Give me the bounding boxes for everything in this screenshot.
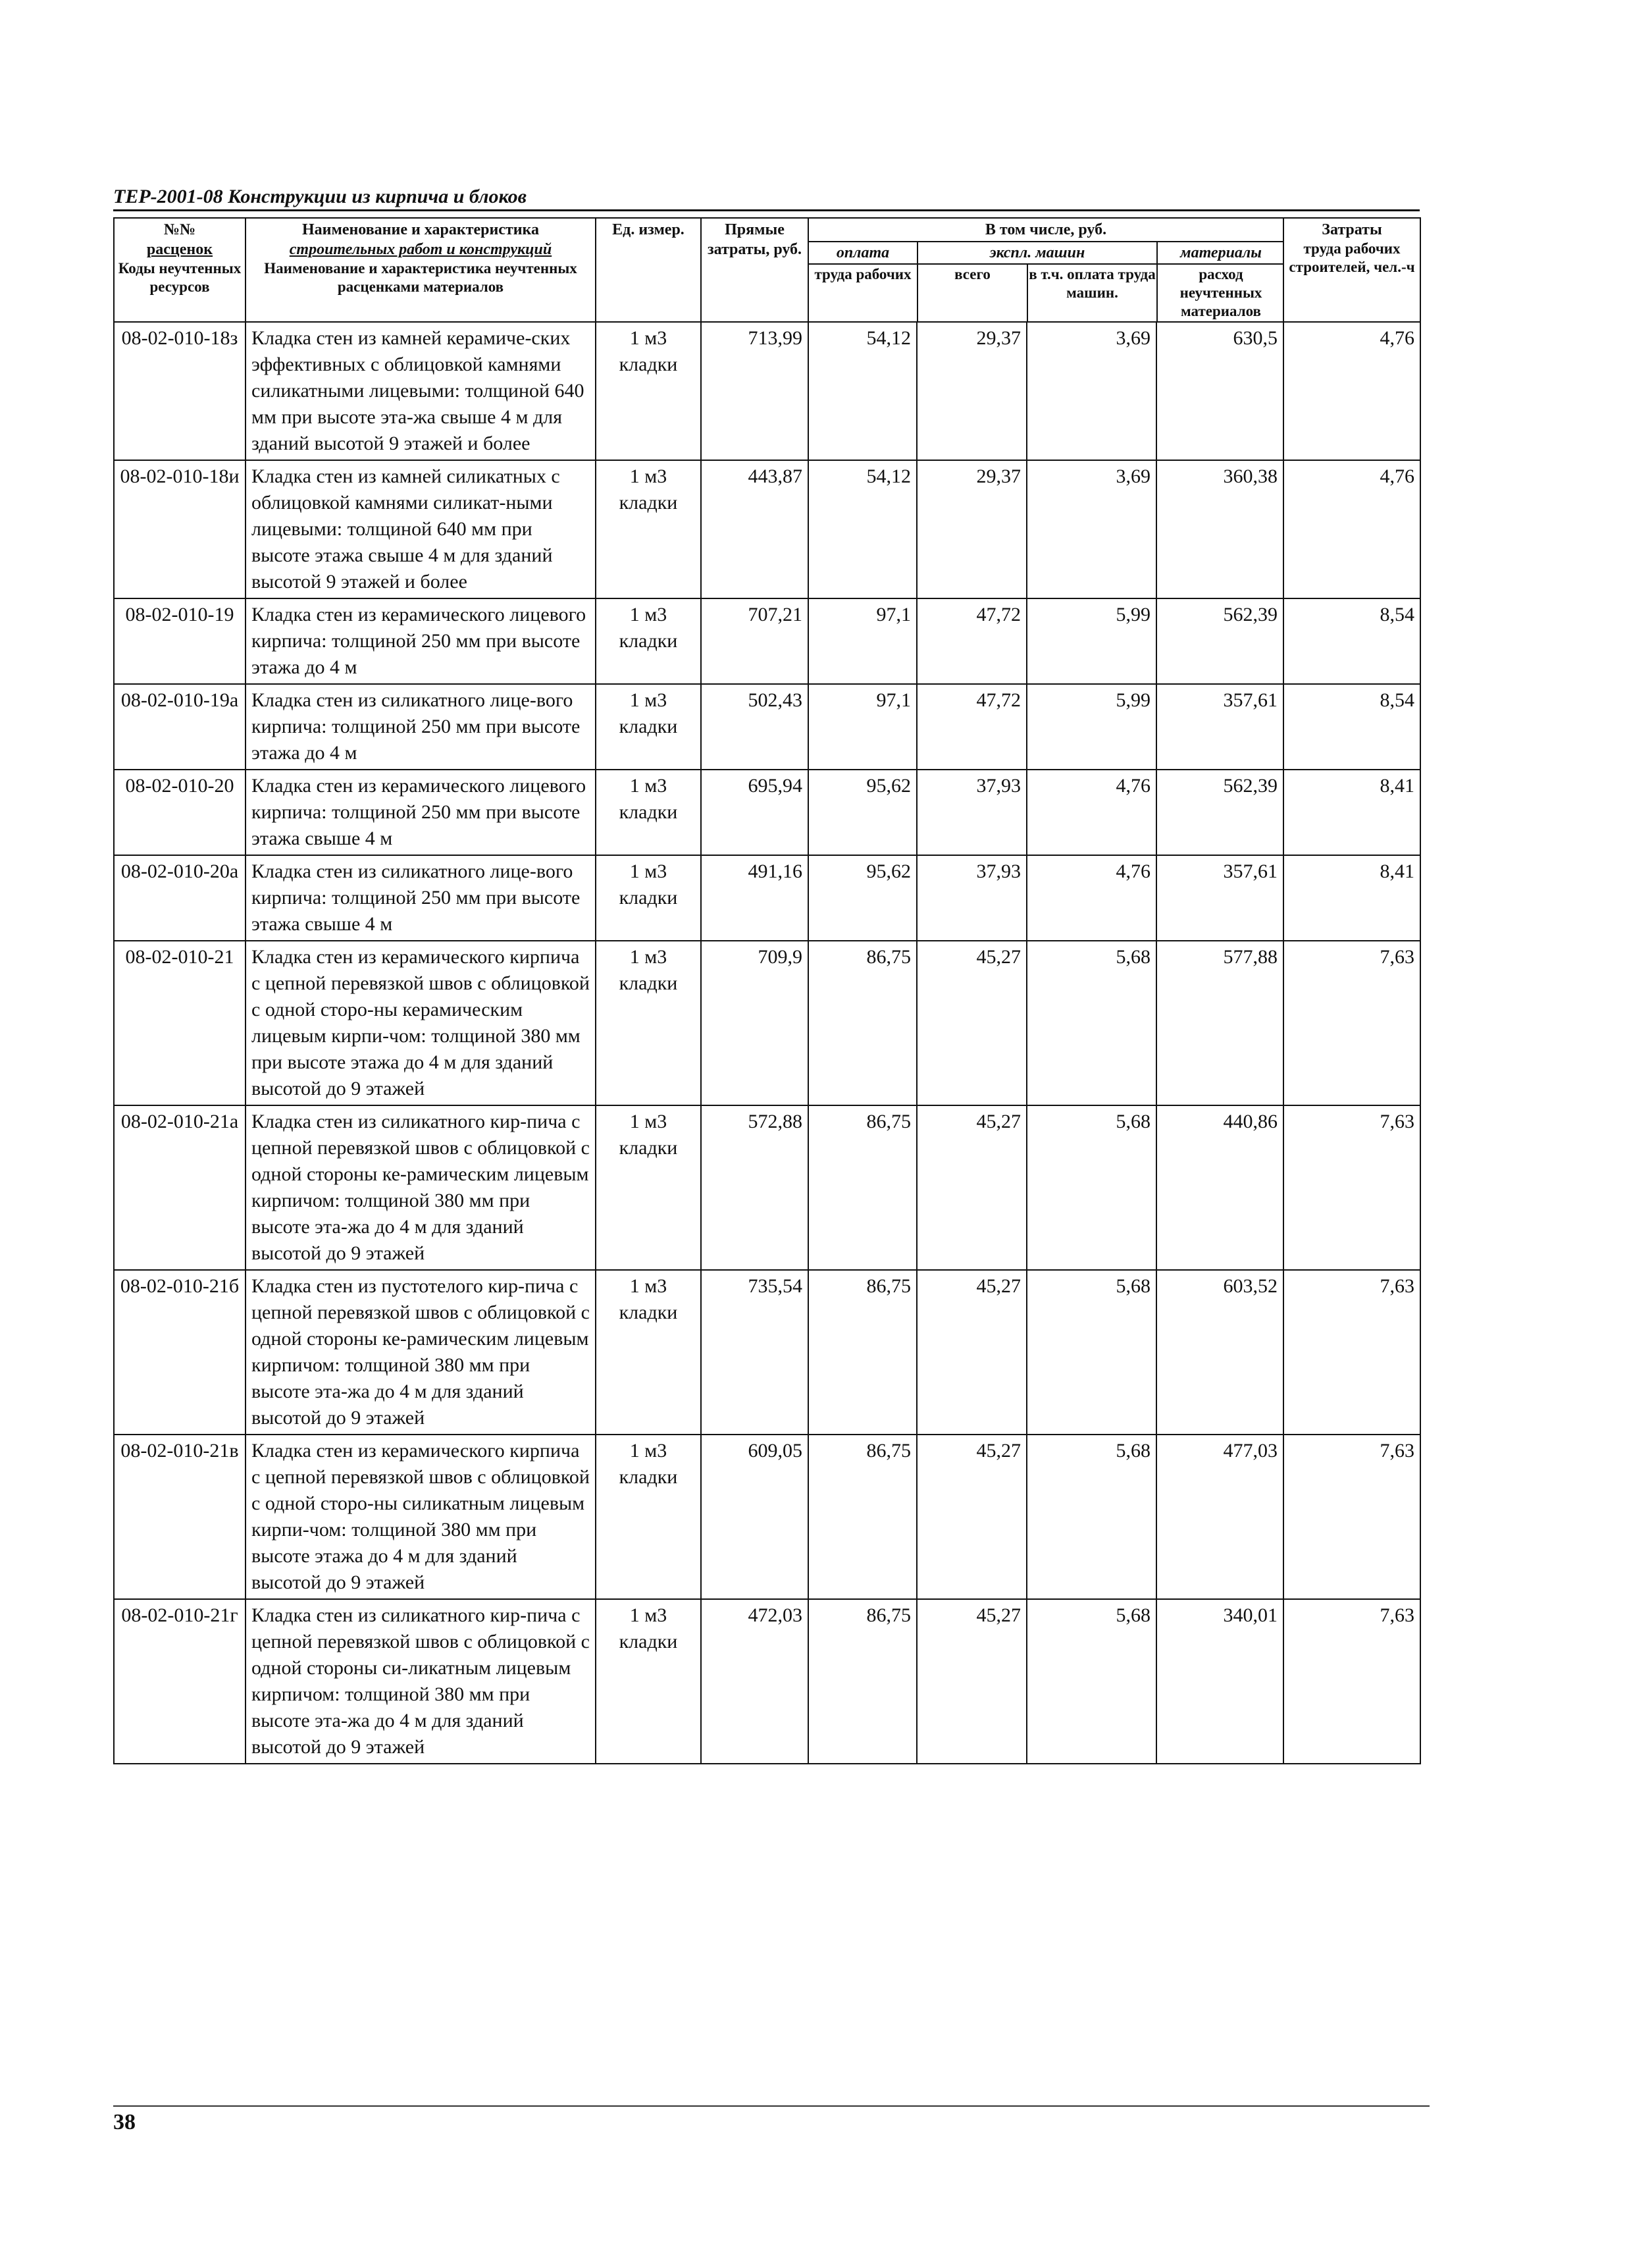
rate-code: 08-02-010-18з [114,322,246,460]
table-row [114,684,1420,770]
col-materials-header: материалы [1157,242,1284,264]
unit: 1 м3 кладки [596,1599,701,1764]
machine-labor-cost: 5,68 [1027,1435,1156,1599]
labor-cost: 86,75 [808,1435,917,1599]
machine-labor-cost: 5,99 [1027,598,1156,684]
col-machines-header: экспл. машин [918,242,1157,264]
machines-cost: 45,27 [917,1435,1027,1599]
table-row [114,941,1420,1105]
page-number: 38 [113,2110,136,2134]
table-row [114,1270,1420,1435]
machines-cost: 45,27 [917,941,1027,1105]
machine-labor-cost: 5,68 [1027,941,1156,1105]
labor-cost: 95,62 [808,770,917,855]
col-labor-hours-header-top: Затраты [1322,221,1382,238]
machine-labor-cost: 5,99 [1027,684,1156,770]
col-name-header-top: Наименование и характеристика [301,221,540,238]
work-description: Кладка стен из керамического кирпича с цепной перевязкой швов с облицовкой с одной сторо-ны керамическим лицевым кирпи-чом: толщиной 380 мм при высоте этажа до 4 м для зданий высотой до 9 этажей [246,941,596,1105]
rate-code: 08-02-010-21 [114,941,246,1105]
col-unit-header: Ед. измер. [596,218,701,322]
labor-hours: 7,63 [1283,1270,1420,1435]
unit: 1 м3 кладки [596,598,701,684]
unit: 1 м3 кладки [596,941,701,1105]
machines-cost: 47,72 [917,598,1027,684]
rate-code: 08-02-010-21в [114,1435,246,1599]
work-description: Кладка стен из силикатного кир-пича с цепной перевязкой швов с облицовкой с одной стороны ке-рамическим лицевым кирпичом: толщиной 380 мм при высоте эта-жа до 4 м для зданий высотой до 9 этажей [246,1105,596,1270]
direct-cost: 472,03 [701,1599,808,1764]
direct-cost: 713,99 [701,322,808,460]
materials-cost: 562,39 [1156,598,1283,684]
direct-cost: 502,43 [701,684,808,770]
table-row [114,770,1420,855]
labor-hours: 7,63 [1283,941,1420,1105]
labor-cost: 86,75 [808,1270,917,1435]
work-description: Кладка стен из силикатного лице-вого кирпича: толщиной 250 мм при высоте этажа свыше 4 м [246,855,596,941]
machines-cost: 45,27 [917,1270,1027,1435]
rates-table [113,217,1421,1764]
rate-code: 08-02-010-18и [114,460,246,598]
machines-cost: 47,72 [917,684,1027,770]
footer-divider [113,2105,1430,2107]
labor-cost: 97,1 [808,684,917,770]
table-row [114,598,1420,684]
col-name-header [246,218,596,322]
labor-hours: 7,63 [1283,1105,1420,1270]
unit: 1 м3 кладки [596,855,701,941]
labor-cost: 54,12 [808,322,917,460]
materials-cost: 477,03 [1156,1435,1283,1599]
col-group-header [808,218,1283,322]
col-code-header-bottom: Коды неучтенных ресурсов [118,260,242,295]
labor-cost: 95,62 [808,855,917,941]
machines-cost: 37,93 [917,770,1027,855]
labor-hours: 8,54 [1283,598,1420,684]
materials-cost: 440,86 [1156,1105,1283,1270]
labor-hours: 8,54 [1283,684,1420,770]
col-labor-hours-header [1283,218,1420,322]
direct-cost: 443,87 [701,460,808,598]
work-description: Кладка стен из керамического лицевого кирпича: толщиной 250 мм при высоте этажа до 4 м [246,598,596,684]
labor-cost: 86,75 [808,941,917,1105]
machines-cost: 29,37 [917,460,1027,598]
work-description: Кладка стен из силикатного лице-вого кирпича: толщиной 250 мм при высоте этажа до 4 м [246,684,596,770]
direct-cost: 707,21 [701,598,808,684]
col-labor-header-bottom: труда рабочих [809,264,918,321]
unit: 1 м3 кладки [596,322,701,460]
labor-hours: 4,76 [1283,460,1420,598]
machine-labor-cost: 4,76 [1027,855,1156,941]
table-row [114,322,1420,460]
col-code-header [114,218,246,322]
machine-labor-cost: 3,69 [1027,322,1156,460]
table-row [114,1105,1420,1270]
work-description: Кладка стен из камней керамиче-ских эффективных с облицовкой камнями силикатными лицевыми: толщиной 640 мм при высоте эта-жа свыше 4 м для зданий высотой 9 этажей и более [246,322,596,460]
table-row [114,1599,1420,1764]
materials-cost: 562,39 [1156,770,1283,855]
machines-cost: 45,27 [917,1599,1027,1764]
col-labor-hours-header-bottom: труда рабочих строителей, чел.-ч [1289,240,1415,275]
materials-cost: 360,38 [1156,460,1283,598]
col-materials-sub-header: расход неучтенных материалов [1179,266,1262,319]
labor-cost: 54,12 [808,460,917,598]
rate-code: 08-02-010-20 [114,770,246,855]
col-group-title: В том числе, руб. [809,219,1283,242]
materials-cost: 357,61 [1156,684,1283,770]
machine-labor-cost: 4,76 [1027,770,1156,855]
machines-cost: 45,27 [917,1105,1027,1270]
rate-code: 08-02-010-19а [114,684,246,770]
unit: 1 м3 кладки [596,1270,701,1435]
table-row [114,1435,1420,1599]
rate-code: 08-02-010-20а [114,855,246,941]
direct-cost: 709,9 [701,941,808,1105]
title-divider [113,209,1420,211]
col-labor-header-top: оплата [809,242,918,264]
unit: 1 м3 кладки [596,1435,701,1599]
direct-cost: 735,54 [701,1270,808,1435]
col-code-header-top: №№ [163,221,196,238]
machine-labor-cost: 3,69 [1027,460,1156,598]
work-description: Кладка стен из силикатного кир-пича с цепной перевязкой швов с облицовкой с одной стороны си-ликатным лицевым кирпичом: толщиной 380 мм при высоте эта-жа до 4 м для зданий высотой до 9 этажей [246,1599,596,1764]
materials-cost: 630,5 [1156,322,1283,460]
col-code-header-sub: расценок [146,241,213,258]
machine-labor-cost: 5,68 [1027,1599,1156,1764]
materials-cost: 577,88 [1156,941,1283,1105]
table-row [114,855,1420,941]
col-direct-header: Прямые затраты, руб. [701,218,808,322]
col-name-header-bottom: Наименование и характеристика неучтенных расценками материалов [264,260,577,295]
col-machines-total-header: всего [918,264,1027,321]
labor-hours: 7,63 [1283,1599,1420,1764]
machine-labor-cost: 5,68 [1027,1270,1156,1435]
labor-hours: 8,41 [1283,770,1420,855]
rate-code: 08-02-010-21а [114,1105,246,1270]
table-row [114,460,1420,598]
direct-cost: 572,88 [701,1105,808,1270]
machine-labor-cost: 5,68 [1027,1105,1156,1270]
work-description: Кладка стен из камней силикатных с облицовкой камнями силикат-ными лицевыми: толщиной 640 мм при высоте этажа свыше 4 м для зданий высотой 9 этажей и более [246,460,596,598]
work-description: Кладка стен из пустотелого кир-пича с цепной перевязкой швов с облицовкой с одной стороны ке-рамическим лицевым кирпичом: толщиной 380 мм при высоте эта-жа до 4 м для зданий высотой до 9 этажей [246,1270,596,1435]
work-description: Кладка стен из керамического кирпича с цепной перевязкой швов с облицовкой с одной сторо-ны силикатным лицевым кирпи-чом: толщиной 380 мм при высоте этажа до 4 м для зданий высотой до 9 этажей [246,1435,596,1599]
direct-cost: 491,16 [701,855,808,941]
direct-cost: 609,05 [701,1435,808,1599]
unit: 1 м3 кладки [596,460,701,598]
labor-cost: 86,75 [808,1599,917,1764]
materials-cost: 603,52 [1156,1270,1283,1435]
labor-hours: 4,76 [1283,322,1420,460]
machines-cost: 29,37 [917,322,1027,460]
rate-code: 08-02-010-21б [114,1270,246,1435]
materials-cost: 340,01 [1156,1599,1283,1764]
unit: 1 м3 кладки [596,1105,701,1270]
materials-cost: 357,61 [1156,855,1283,941]
rate-code: 08-02-010-19 [114,598,246,684]
unit: 1 м3 кладки [596,684,701,770]
direct-cost: 695,94 [701,770,808,855]
work-description: Кладка стен из керамического лицевого кирпича: толщиной 250 мм при высоте этажа свыше 4 м [246,770,596,855]
labor-cost: 86,75 [808,1105,917,1270]
col-machine-labor-header: в т.ч. оплата труда машин. [1027,264,1157,321]
col-name-header-sub: строительных работ и конструкций [289,241,552,258]
rate-code: 08-02-010-21г [114,1599,246,1764]
machines-cost: 37,93 [917,855,1027,941]
unit: 1 м3 кладки [596,770,701,855]
labor-cost: 97,1 [808,598,917,684]
labor-hours: 7,63 [1283,1435,1420,1599]
labor-hours: 8,41 [1283,855,1420,941]
document-title: ТЕР-2001-08 Конструкции из кирпича и блоков [113,186,527,207]
